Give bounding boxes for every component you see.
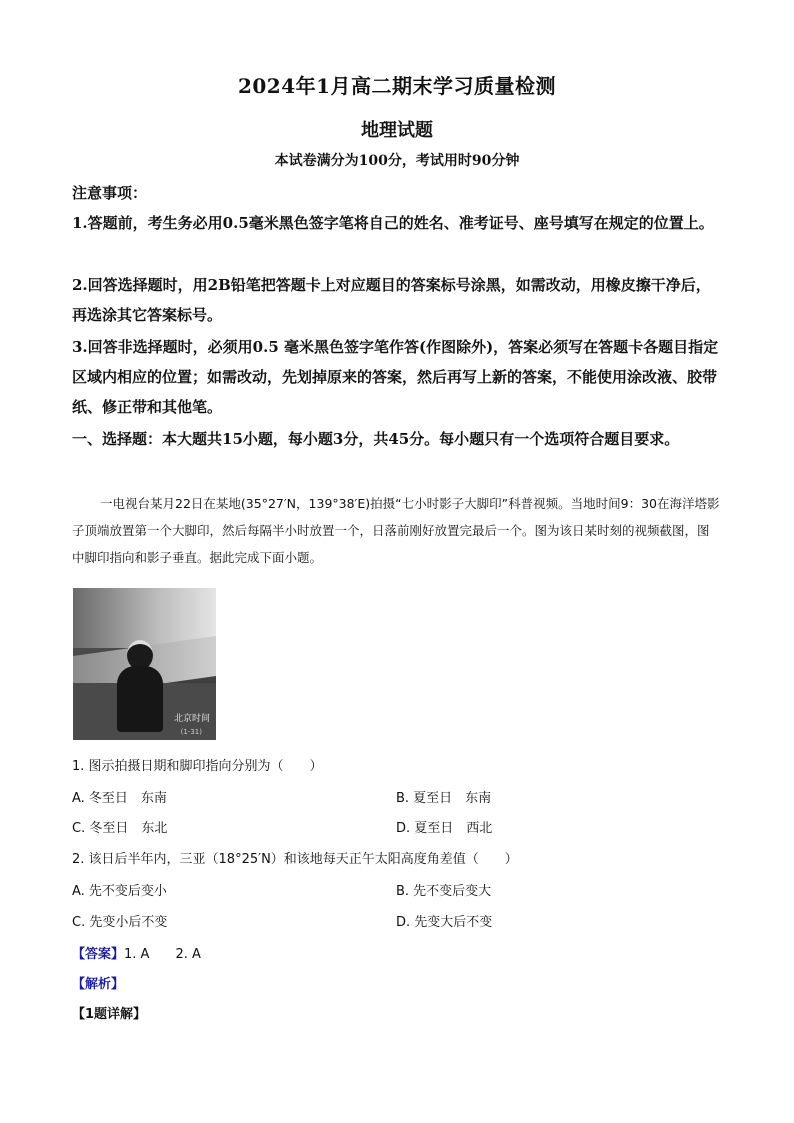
answer-line — [72, 943, 201, 962]
question-1-stem: 1. 图示拍摄日期和脚印指向分别为（ ） — [72, 759, 323, 774]
question-1-option-c: C. 冬至日 东北 — [72, 821, 168, 836]
question-2-option-d: D. 先变大后不变 — [396, 915, 493, 930]
notice-item-3: 3.回答非选择题时，必须用0.5 毫米黑色签字笔作答(作图除外)，答案必须写在答题卡各题目指定区域内相应的位置；如需改动，先划掉原来的答案，然后再写上新的答案，不能使用涂改液、胶带纸、修正带和其他笔。 — [72, 338, 719, 416]
analysis-label: 【解析】 — [72, 977, 125, 992]
photo-time-sublabel: (1-31) — [180, 728, 202, 736]
answer-text: 1. A 2. A — [124, 947, 201, 962]
detail-label: 【1题详解】 — [72, 1007, 147, 1022]
subject-title: 地理试题 — [361, 120, 433, 141]
question-2-option-a: A. 先不变后变小 — [72, 884, 167, 899]
question-1-option-a: A. 冬至日 东南 — [72, 791, 167, 806]
photo-time-label: 北京时间 — [173, 714, 210, 724]
photo-person-body — [117, 666, 163, 732]
notice-heading: 注意事项： — [72, 184, 148, 202]
exam-info: 本试卷满分为100分，考试用时90分钟 — [274, 153, 520, 169]
question-2-option-b: B. 先不变后变大 — [396, 884, 492, 899]
answer-tag: 【答案】 — [72, 947, 125, 962]
notice-item-2: 2.回答选择题时，用2B铅笔把答题卡上对应题目的答案标号涂黑，如需改动，用橡皮擦干净后，再选涂其它答案标号。 — [72, 276, 711, 324]
notice-item-1: 1.答题前，考生务必用0.5毫米黑色签字笔将自己的姓名、准考证号、座号填写在规定的位置上。 — [72, 214, 714, 232]
section-heading: 一、选择题：本大题共15小题，每小题3分，共45分。每小题只有一个选项符合题目要求。 — [72, 430, 680, 448]
page-title: 2024年1月高二期末学习质量检测 — [237, 74, 557, 98]
video-screenshot-image — [73, 588, 216, 740]
question-2-stem: 2. 该日后半年内，三亚（18°25′N）和该地每天正午太阳高度角差值（ ） — [72, 852, 518, 867]
question-2-option-c: C. 先变小后不变 — [72, 915, 168, 930]
question-passage: 一电视台某月22日在某地(35°27′N，139°38′E)拍摄“七小时影子大脚印”科普视频。当地时间9：30在海洋塔影子顶端放置第一个大脚印，然后每隔半小时放置一个，日落前刚好放置完最后一个。图为该日某时刻的视频截图，图中脚印指向和影子垂直。据此完成下面小题。 — [72, 496, 720, 565]
question-1-option-b: B. 夏至日 东南 — [396, 791, 492, 806]
question-1-option-d: D. 夏至日 西北 — [396, 821, 493, 836]
